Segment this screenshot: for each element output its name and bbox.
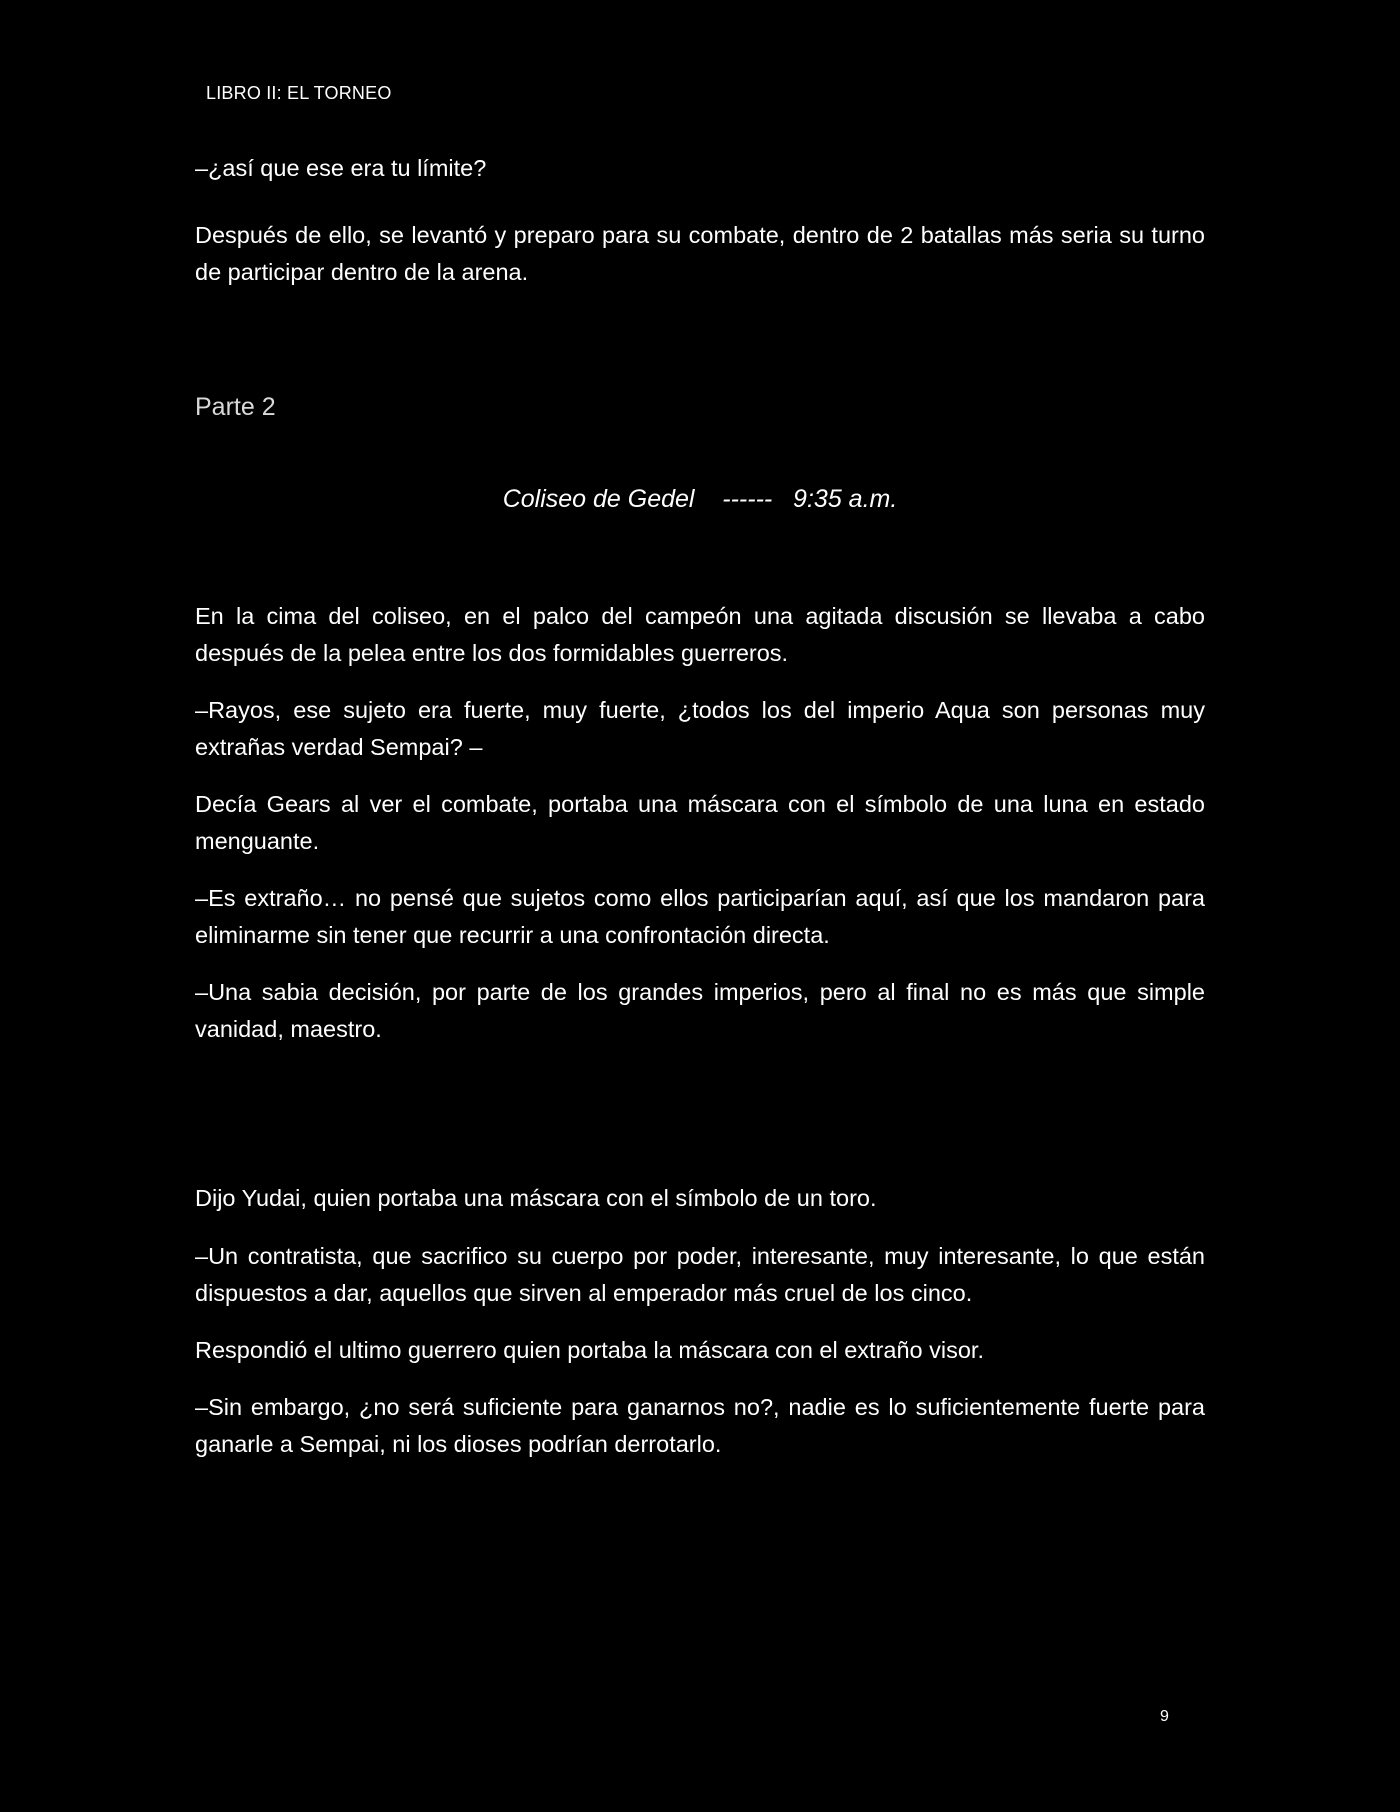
- paragraph: Decía Gears al ver el combate, portaba una máscara con el símbolo de una luna en estado menguante.: [195, 791, 1205, 854]
- paragraph: –Rayos, ese sujeto era fuerte, muy fuerte, ¿todos los del imperio Aqua son personas muy extrañas verdad Sempai? –: [195, 697, 1205, 760]
- paragraph: –Una sabia decisión, por parte de los grandes imperios, pero al final no es más que simple vanidad, maestro.: [195, 979, 1205, 1042]
- paragraph: En la cima del coliseo, en el palco del campeón una agitada discusión se llevaba a cabo después de la pelea entre los dos formidables guerreros.: [195, 603, 1205, 666]
- paragraph: –Sin embargo, ¿no será suficiente para ganarnos no?, nadie es lo suficientemente fuerte para ganarle a Sempai, ni los dioses podrían derrotarlo.: [195, 1394, 1205, 1457]
- paragraph: Después de ello, se levantó y preparo para su combate, dentro de 2 batallas más seria su turno de participar dentro de la arena.: [195, 222, 1205, 285]
- section-title: Parte 2: [195, 393, 276, 421]
- page-number: 9: [1160, 1708, 1169, 1725]
- paragraph: –Un contratista, que sacrifico su cuerpo por poder, interesante, muy interesante, lo que están dispuestos a dar, aquellos que sirven al emperador más cruel de los cinco.: [195, 1243, 1205, 1306]
- scene-heading: Coliseo de Gedel ------ 9:35 a.m.: [502, 485, 898, 513]
- paragraph: –Es extraño… no pensé que sujetos como ellos participarían aquí, así que los mandaron para eliminarme sin tener que recurrir a una confrontación directa.: [195, 885, 1205, 948]
- paragraph: –¿así que ese era tu límite?: [195, 155, 487, 181]
- paragraph: Dijo Yudai, quien portaba una máscara con el símbolo de un toro.: [195, 1185, 877, 1211]
- running-header: LIBRO II: EL TORNEO: [206, 83, 392, 103]
- paragraph: Respondió el ultimo guerrero quien portaba la máscara con el extraño visor.: [195, 1337, 984, 1363]
